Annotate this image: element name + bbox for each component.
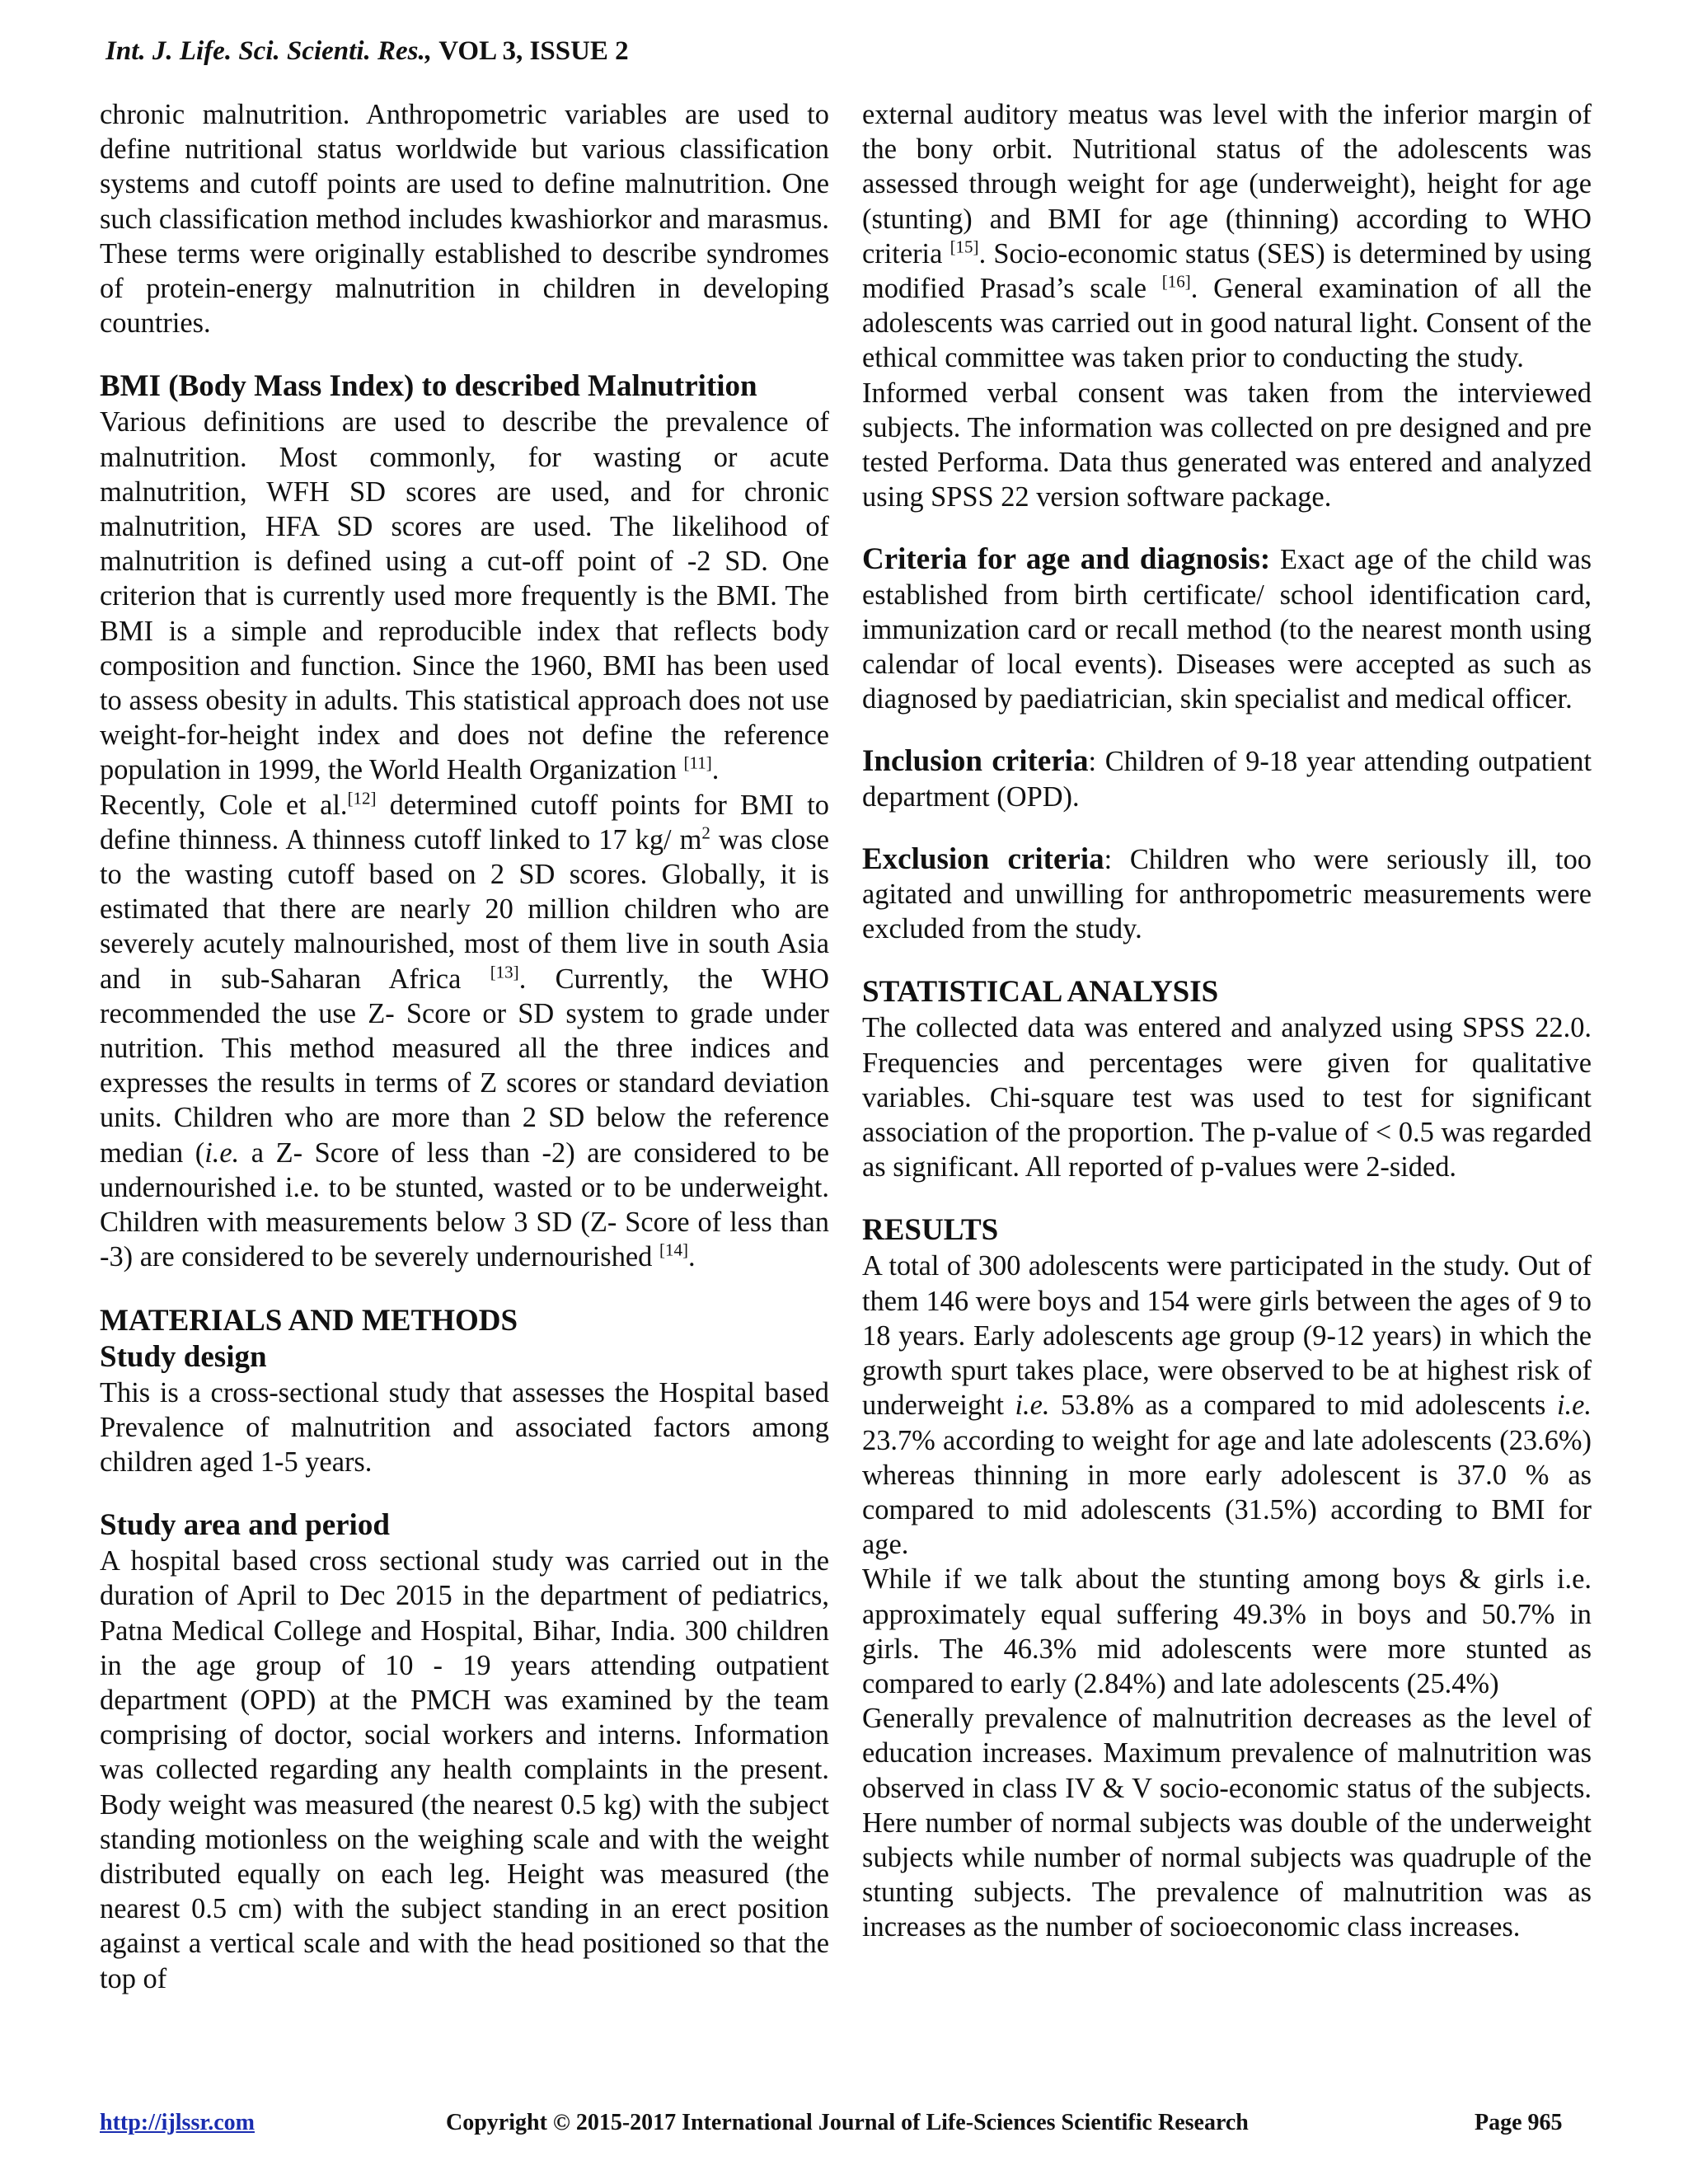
ie-italic-1: i.e. [1015,1390,1050,1422]
study-area-heading: Study area and period [100,1508,390,1543]
statistical-analysis-heading: STATISTICAL ANALYSIS [862,975,1219,1010]
page-footer [100,2110,1583,2143]
left-column [100,97,829,1996]
journal-header [106,36,629,67]
bmi-heading: BMI (Body Mass Index) to described Malnutrition [100,369,757,404]
citation-12: [12] [347,788,377,808]
journal-link[interactable]: http://ijlssr.com [100,2110,255,2135]
criteria-text: Exact age of the child was established from birth certificate/ school identification card, immunization card or recall method (to the nearest month using calendar of local events). Diseases were accepted as such as diagnosed by paediatrician, skin specialist and medical officer. [862,544,1592,715]
intro-paragraph: chronic malnutrition. Anthropometric variables are used to define nutritional status worldwide but various classification systems and cutoff points are used to define malnutrition. One such classification method includes kwashiorkor and marasmus. These terms were originally established to describe syndromes of protein-energy malnutrition in children in developing countries. [100,99,829,340]
page-number: Page 965 [1475,2110,1563,2135]
exclusion-paragraph [862,842,1592,947]
results-paragraph-2: While if we talk about the stunting among boys & girls i.e. approximately equal suffering 49.3% in boys and 50.7% in girls. The 46.3% mid adolescents were more stunted as compared to early (2.84%) and late adolescents (25.4%) [862,1563,1592,1699]
criteria-label: Criteria for age and diagnosis: [862,542,1271,577]
ie-italic: i.e. [204,1137,240,1169]
criteria-paragraph [862,542,1592,716]
ie-italic-2: i.e. [1556,1390,1592,1422]
results-paragraph-1 [862,1249,1592,1562]
journal-abbrev: Int. J. Life. Sci. Scienti. Res., [106,36,432,66]
exclusion-text: : Children who were seriously ill, too agitated and unwilling for anthropometric measurements were excluded from the study. [862,843,1592,945]
study-design-heading: Study design [100,1339,267,1374]
results-text-c: 23.7% according to weight for age and late adolescents (23.6%) whereas thinning in more early adolescent is 37.0 % as compared to mid adolescents (31.5%) according to BMI for age. [862,1424,1592,1561]
bmi-text-1: Various definitions are used to describe the prevalence of malnutrition. Most commonly, for wasting or acute malnutrition, WFH SD scores are used, and for chronic malnutrition, HFA SD scores are used. The likelihood of malnutrition is defined using a cut-off point of -2 SD. One criterion that is currently used more frequently is the BMI. The BMI is a simple and reproducible index that reflects body composition and function. Since the 1960, BMI has been used to assess obesity in adults. This statistical approach does not use weight-for-height index and does not define the reference population in 1999, the World Health Organization [100,406,829,786]
superscript-2: 2 [701,823,710,843]
bmi-text-2e: a Z- Score of less than -2) are considered to be undernourished i.e. to be stunted, wasted or to be underweight. Children with measurements below 3 SD (Z- Score of less than -3) are considered to be severely undernourished [100,1137,829,1273]
study-design-text: This is a cross-sectional study that assesses the Hospital based Prevalence of malnutrition and associated factors among children aged 1-5 years. [100,1376,829,1478]
consent-paragraph: Informed verbal consent was taken from the interviewed subjects. The information was collected on pre designed and pre tested Performa. Data thus generated was entered and analyzed using SPSS 22 version software package. [862,377,1592,513]
methods-text-a: external auditory meatus was level with the inferior margin of the bony orbit. Nutritional status of the adolescents was assessed through weight for age (underweight), height for age (stunting) and BMI for age (thinning) according to WHO criteria [862,99,1592,269]
methods-continued-paragraph [862,97,1592,376]
bmi-text-2d: . Currently, the WHO recommended the use Z- Score or SD system to grade under nutrition. This method measured all the three indices and expresses the results in terms of Z scores or standard deviation units. Children who are more than 2 SD below the reference median ( [100,963,829,1169]
methods-text-b: . Socio-economic status (SES) is determined by using modified Prasad’s scale [862,237,1592,305]
inclusion-paragraph [862,744,1592,813]
methods-text-c: . General examination of all the adolescents was carried out in good natural light. Consent of the ethical committee was taken prior to conducting the study. [862,273,1592,374]
citation-11: [11] [683,752,712,773]
bmi-paragraph-2: Recently, Cole et al.[12] determined cutoff points for BMI to define thinness. A thinness cutoff linked to 17 kg/ $m^2$ was close to the wasting cutoff based on 2 SD scores. Globally, it is estimated that there are nearly 20 million children who are severely acutely malnourished, most of them live in south Asia and in sub-Saharan Africa [13]. Currently, the WHO recommended the use Z- Score or SD system to grade under nutrition. This method measured all the three indices and expresses the results in terms of Z scores or standard deviation units. Children who are more than 2 SD below the reference median (i.e. a Z- Score of less than -2) are considered to be undernourished i.e. to be stunted, wasted or to be underweight. Children with measurements below 3 SD (Z- Score of less than -3) are considered to be severely undernourished [14]. [100,788,830,1273]
bmi-text-2a: Recently, Cole et al. [100,789,348,821]
statistical-analysis-text: The collected data was entered and analyzed using SPSS 22.0. Frequencies and percentages were given for qualitative variables. Chi-square test was used to test for significant association of the proportion. The p-value of < 0.5 was regarded as significant. All reported of p-values were 2-sided. [862,1012,1592,1183]
exclusion-label: Exclusion criteria [862,841,1104,876]
citation-16: [16] [1161,271,1191,292]
right-column [862,97,1592,1945]
citation-14: [14] [659,1240,688,1260]
inclusion-label: Inclusion criteria [862,744,1089,779]
results-text-a: A total of 300 adolescents were participated in the study. Out of them 146 were boys and 154 were girls between the ages of 9 to 18 years. Early adolescents age group (9-12 years) in which the growth spurt takes place, were observed to be at highest risk of underweight [862,1250,1592,1422]
citation-13: [13] [490,962,519,982]
methods-heading: MATERIALS AND METHODS [100,1303,518,1338]
results-text-b: 53.8% as a compared to mid adolescents [1049,1390,1546,1422]
bmi-text-2b: determined cutoff points for BMI to define thinness. A thinness cutoff linked to 17 kg/ m [100,789,830,855]
volume-issue: VOL 3, ISSUE 2 [438,36,629,66]
study-area-text: A hospital based cross sectional study was carried out in the duration of April to Dec 2015 in the department of pediatrics, Patna Medical College and Hospital, Bihar, India. 300 children in the age group of 10 - 19 years attending outpatient department (OPD) at the PMCH was examined by the team comprising of doctor, social workers and interns. Information was collected regarding any health complaints in the present. Body weight was measured (the nearest 0.5 kg) with the subject standing motionless on the weighing scale and with the weight distributed equally on each leg. Height was measured (the nearest 0.5 cm) with the subject standing in an erect position against a vertical scale and with the head positioned so that the top of [100,1545,829,1994]
results-paragraph-3: Generally prevalence of malnutrition decreases as the level of education increases. Maximum prevalence of malnutrition was observed in class IV & V socio-economic status of the subjects. Here number of normal subjects was double of the underweight subjects while number of normal subjects was quadruple of the stunting subjects. The prevalence of malnutrition was as increases as the number of socioeconomic class increases. [862,1703,1592,1943]
results-heading: RESULTS [862,1213,999,1248]
copyright-text: Copyright © 2015-2017 International Journal of Life-Sciences Scientific Research [446,2110,1249,2135]
bmi-paragraph-1: Various definitions are used to describe the prevalence of malnutrition. Most commonly, for wasting or acute malnutrition, WFH SD scores are used, and for chronic malnutrition, HFA SD scores are used. The likelihood of malnutrition is defined using a cut-off point of -2 SD. One criterion that is currently used more frequently is the BMI. The BMI is a simple and reproducible index that reflects body composition and function. Since the 1960, BMI has been used to assess obesity in adults. This statistical approach does not use weight-for-height index and does not define the reference population in 1999, the World Health Organization [11]. [100,406,829,786]
inclusion-text: : Children of 9-18 year attending outpatient department (OPD). [862,746,1592,813]
citation-15: [15] [950,237,979,257]
bmi-text-2c: was close to the wasting cutoff based on 2 SD scores. Globally, it is estimated that there are nearly 20 million children who are severely acutely malnourished, most of them live in south Asia and in sub-Saharan Africa [100,823,829,995]
